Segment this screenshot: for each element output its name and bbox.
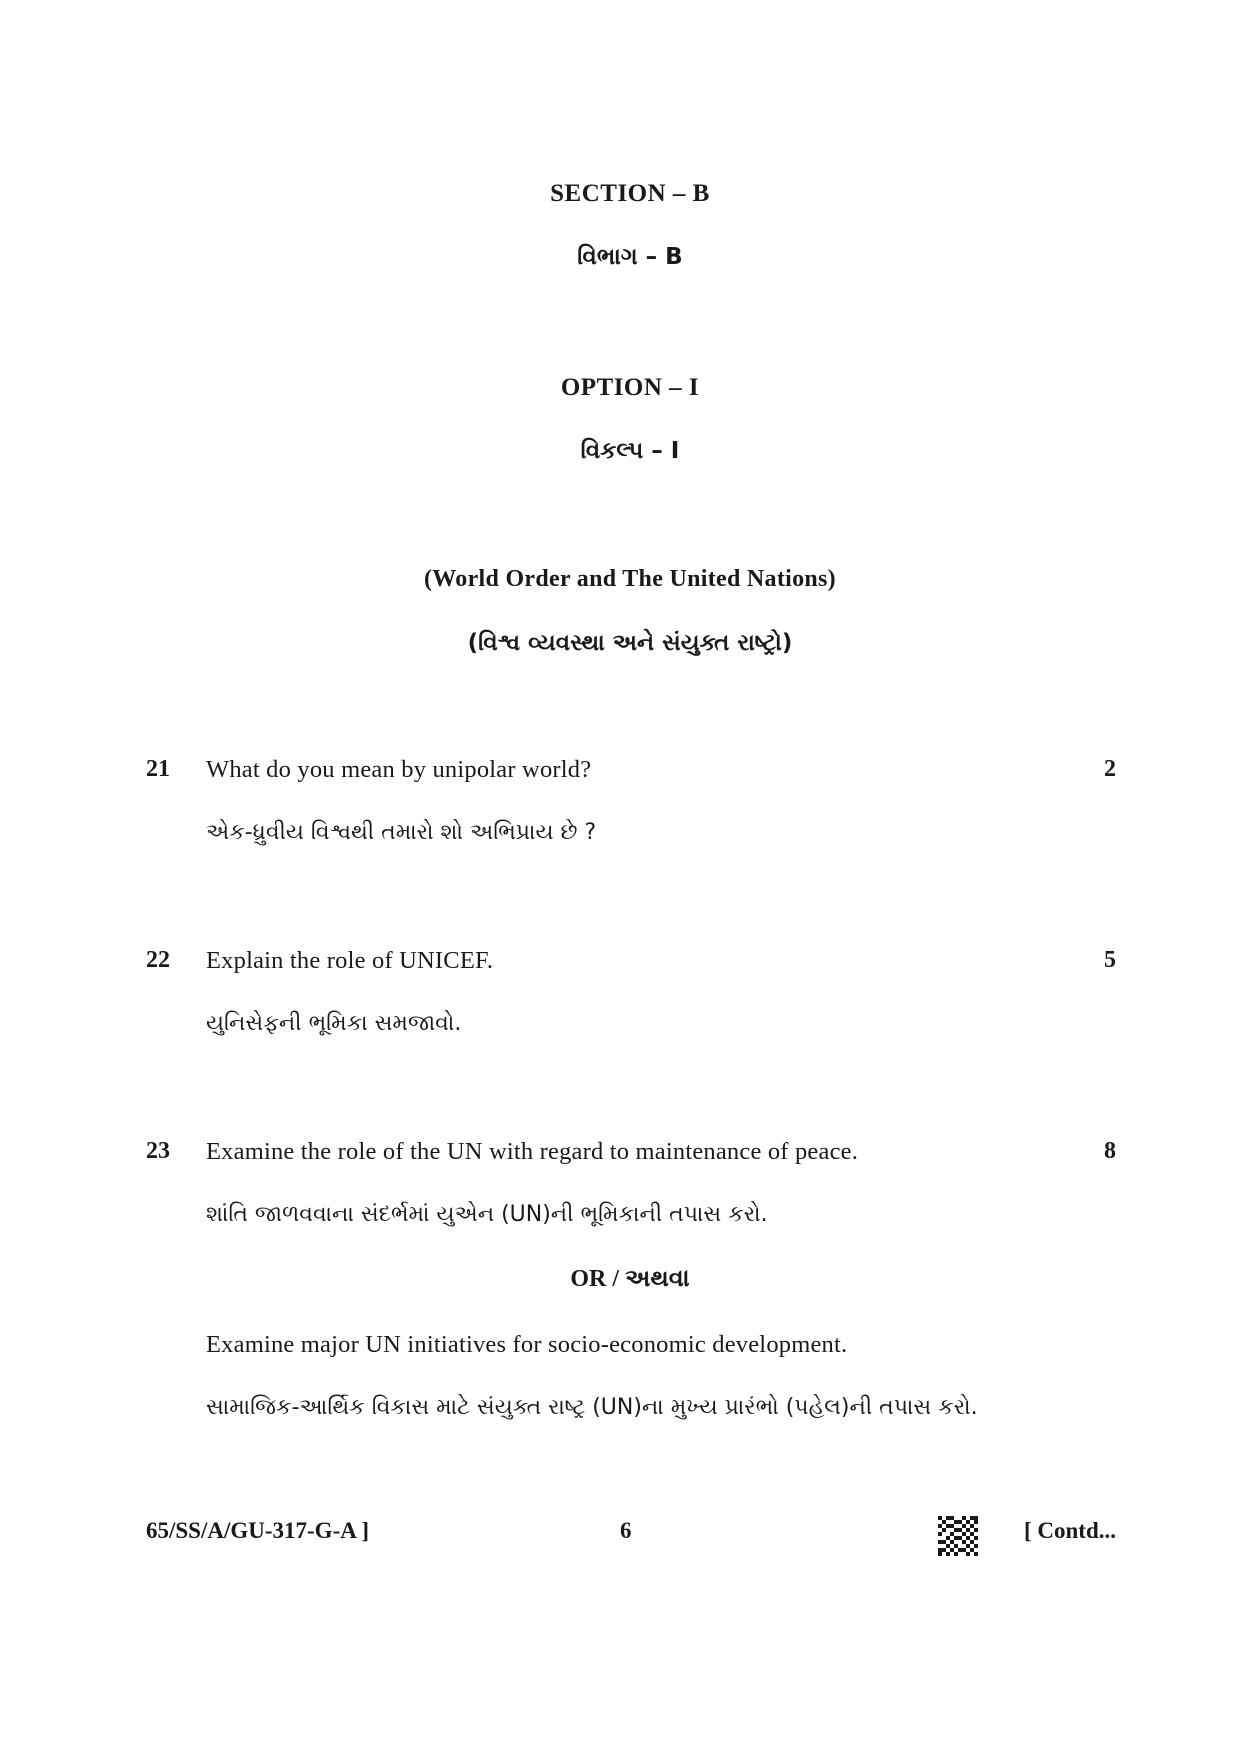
question-number: 23: [146, 1138, 170, 1164]
question-text: Examine the role of the UN with regard to maintenance of peace.: [206, 1138, 859, 1165]
alternative-question-text-gujarati: સામાજિક-આર્થિક વિકાસ માટે સંયુક્ત રાષ્ટ્ર (UN)ના મુખ્ય પ્રારંભો (પહેલ)ની તપાસ કરો.: [206, 1395, 978, 1420]
question-marks: 2: [1104, 756, 1116, 782]
question-text-gujarati: યુનિસેફની ભૂમિકા સમજાવો.: [206, 1011, 462, 1036]
paper-code: 65/SS/A/GU-317-G-A ]: [146, 1518, 369, 1543]
topic-title-gujarati: (વિશ્વ વ્યવસ્થા અને સંયુક્ત રાષ્ટ્રો): [467, 630, 793, 656]
continued-label: [ Contd...: [1023, 1518, 1116, 1543]
section-heading: SECTION – B: [550, 180, 710, 207]
question-marks: 8: [1104, 1138, 1116, 1164]
or-divider: OR / અથવા: [570, 1266, 690, 1292]
alternative-question-text: Examine major UN initiatives for socio-economic development.: [206, 1331, 848, 1358]
option-heading: OPTION – I: [560, 374, 700, 401]
section-heading-gujarati: વિભાગ – B: [577, 244, 683, 270]
question-text-gujarati: શાંતિ જાળવવાના સંદર્ભમાં યુએન (UN)ની ભૂમિકાની તપાસ કરો.: [206, 1202, 768, 1227]
option-heading-gujarati: વિકલ્પ – I: [580, 438, 680, 464]
question-text: What do you mean by unipolar world?: [206, 756, 592, 783]
qr-code-icon: [938, 1516, 978, 1556]
page-number: 6: [620, 1518, 632, 1543]
question-text: Explain the role of UNICEF.: [206, 947, 494, 974]
question-number: 21: [146, 756, 170, 782]
topic-title: (World Order and The United Nations): [424, 566, 836, 592]
question-number: 22: [146, 947, 170, 973]
question-text-gujarati: એક-ધ્રુવીય વિશ્વથી તમારો શો અભિપ્રાય છે ?: [206, 820, 597, 845]
question-marks: 5: [1104, 947, 1116, 973]
